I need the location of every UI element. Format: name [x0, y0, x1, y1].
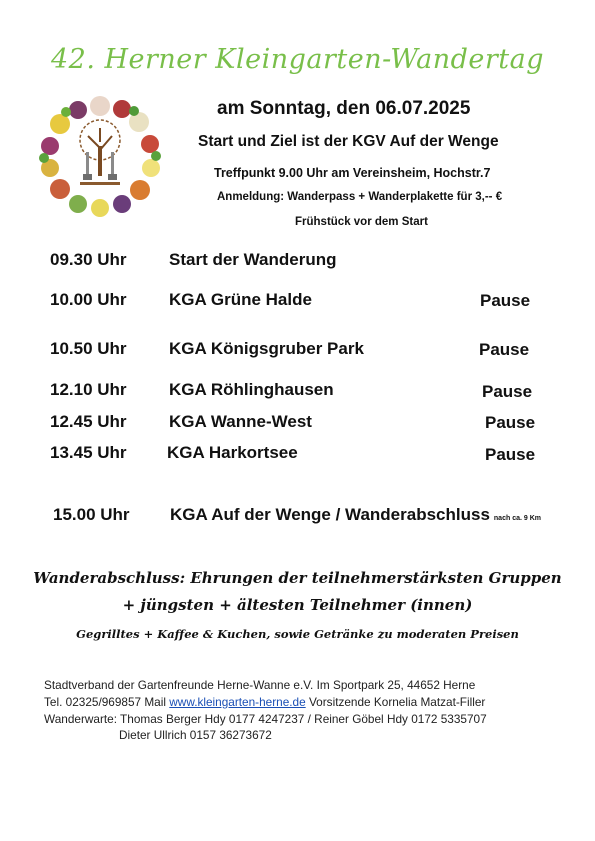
kleingarten-logo [36, 92, 164, 220]
contact-line [44, 695, 485, 709]
meeting-point: Treffpunkt 9.00 Uhr am Vereinsheim, Hochstr.7 [214, 166, 491, 180]
start-location: Start und Ziel ist der KGV Auf der Wenge [198, 133, 499, 150]
closing-line-3: Gegrilltes + Kaffee & Kuchen, sowie Getränke zu moderaten Preisen [76, 627, 519, 641]
schedule-time: 10.50 Uhr [50, 339, 127, 358]
schedule-place: KGA Röhlinghausen [169, 380, 334, 399]
breakfast-info: Frühstück vor dem Start [295, 216, 428, 228]
schedule-place-final [170, 505, 541, 525]
schedule-place: KGA Harkortsee [167, 443, 298, 462]
schedule-time: 12.10 Uhr [50, 380, 127, 399]
schedule-pause: Pause [485, 413, 536, 432]
schedule-pause: Pause [482, 382, 533, 401]
schedule-time: 12.45 Uhr [50, 412, 127, 431]
closing-line-2: + jüngsten + ältesten Teilnehmer (innen) [122, 596, 473, 614]
page-title: 42. Herner Kleingarten-Wandertag [50, 44, 545, 75]
schedule-place: KGA Grüne Halde [169, 290, 312, 309]
schedule-time: 09.30 Uhr [50, 250, 127, 269]
chairperson: Vorsitzende Kornelia Matzat-Filler [308, 695, 486, 709]
schedule-place: KGA Wanne-West [169, 412, 312, 431]
phone: Tel. 02325/969857 Mail [44, 695, 166, 709]
website-link[interactable]: www.kleingarten-herne.de [169, 695, 306, 709]
closing-line-1: Wanderabschluss: Ehrungen der teilnehmerstärksten Gruppen [33, 569, 562, 587]
schedule-time: 10.00 Uhr [50, 290, 127, 309]
org-address: Stadtverband der Gartenfreunde Herne-Wanne e.V. Im Sportpark 25, 44652 Herne [44, 678, 476, 692]
registration-info: Anmeldung: Wanderpass + Wanderplakette für 3,-- € [217, 191, 503, 203]
schedule-pause: Pause [485, 445, 536, 464]
schedule-time: 15.00 Uhr [53, 505, 130, 524]
schedule-pause: Pause [480, 291, 531, 310]
distance-note: nach ca. 9 Km [493, 515, 541, 522]
event-date: am Sonntag, den 06.07.2025 [217, 98, 471, 119]
hiking-wardens: Wanderwarte: Thomas Berger Hdy 0177 4247237 / Reiner Göbel Hdy 0172 5335707 [44, 712, 487, 726]
schedule-place: KGA Königsgruber Park [169, 339, 364, 358]
schedule-place: KGA Auf der Wenge / Wanderabschluss [170, 505, 490, 524]
schedule-time: 13.45 Uhr [50, 443, 127, 462]
hiking-warden-2: Dieter Ullrich 0157 36273672 [119, 728, 272, 742]
schedule-place: Start der Wanderung [169, 250, 337, 269]
schedule-pause: Pause [479, 340, 530, 359]
tree-and-tools [80, 120, 120, 185]
